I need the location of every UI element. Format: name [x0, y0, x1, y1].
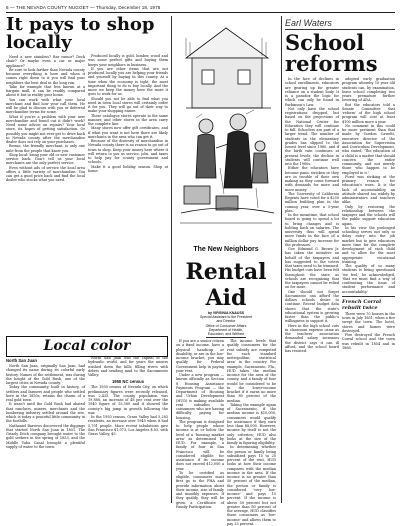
school-reforms-body-2: [342, 77, 395, 294]
paragraph: The 1950 census of Nevada City, on which preliminary figures were recently released, was 2,435. The county population was 19,888, an increase of 48 per cent over the 1940 figure of 15,589 and it showed the county's big jump in growth following the war.: [88, 385, 168, 415]
paragraph: In determining whether the person or family being subsidized pays 15 to 25 percent of the rent, HUD looks at how their income compares with the median income in the area. If the income is no greater than 50 percent of the median, the person or family is considered 'very low-income' and pays 15 percent. If the income is above 50 percent but not greater than 80 percent of the average, HUD classifies these consumers as 'low-income' and allows them to pay 25 percent.: [227, 445, 276, 526]
page-columns: [6, 14, 395, 526]
paragraph: Take for example that less known at a bargain mall, it can be readily compared about it but in reality your home.: [6, 84, 85, 98]
census-body: [88, 385, 168, 436]
paragraph: Need a new stainless? Bar rumor? Deck chair? Or maybe even a car or major appliance?: [6, 55, 85, 68]
paragraph: The quality of so many students is being questioned 'we feel,' he acknowledged, 'that we must find a way of confronting the issue of student performance and accountability.': [342, 264, 395, 294]
paragraph: Furst was striking at the primary reason for education's woes. It is the lack of accountability, an attitude shared too widely by administrators and teachers alike.: [342, 174, 395, 205]
rental-aid-columns: [176, 339, 276, 526]
column-divider: [281, 16, 282, 503]
paragraph: The income levels that qualify consumers for the rent subsidy are computed for each 'standard metropolitan statistical area' in the country. For example, Sacramento, Fla., HUD takes the median income for the area of the county, and a family of four would be considered to be in the lower-income bracket if it earns no more than 80 percent of the median.: [227, 339, 276, 403]
paragraph: Only by restoring the relationship between the taxpayer and the schools will the public support education again.: [342, 204, 395, 226]
paragraph: The University of California Regents have voted for a $250 million building plan in the coming year, over a 5-year plan.: [285, 191, 339, 213]
paragraph: One should not forget Sacramento can afford the dollars schools desire to continue. Recent budget data shows that the state's educational system is growing faster than the public's willingness to support it.: [285, 289, 339, 324]
paragraph: Even without ads of service the local area offers a little variety of merchandise. You can get a good price back and find the local dealer who stocks what you need.: [6, 165, 85, 183]
paragraph: Bernie, the friendly merchant, is only one mile from the people that know you.: [6, 144, 85, 153]
local-color-body-2: [88, 356, 168, 377]
left-article-headline: It pays to shop locally: [6, 14, 155, 53]
local-color-body-1: [6, 364, 85, 449]
paragraph: What if you're a problem with your new merchandise and found out it didn't work? Need some advice on repairs? Your local store, its hopes of getting satisfaction. Or possibly you might not ever get to drive back to Nevada county after the merchandise dealer does not rely on your purchases.: [6, 114, 85, 144]
paragraph: To be certified as eligible, consumers must first go to the FHA and provide information about their income, size of family and monthly expenses. If they qualify, they will be given a Certificate of Family Participation.: [176, 470, 224, 509]
paragraph: Fire destroyed the French Corral school and the town was rebuilt in 1854 and in 1866.: [342, 333, 395, 350]
paragraph: In his view the prolonged schooling serves not only to delay entry into the job market but to give educators more time for the complete development of each child and to allow for the most appropriate vocational training.: [342, 225, 395, 264]
paragraph: Either the educators have become panic stricken or they are in trouble of their own making as they come forward with demands for more and more money.: [285, 166, 339, 192]
byline-line: Special Assistant to the President: [200, 315, 252, 320]
paragraph: Today the community, built in history, of settlers and farmers and people who settled here in the 1850s, retains the charm of a real gold town.: [6, 385, 85, 402]
cartoon-drawing: [176, 18, 276, 246]
paragraph: There were 70 houses in the town in July 1851, when a fire swept the town. The hotel, stores and homes were destroyed.: [342, 311, 395, 333]
rental-aid-headline: Rental Aid: [185, 259, 267, 311]
paragraph: You can work with what your local merchant and find how your call them. He will be glad to discuss with you or deferred merchandise terms for some.: [6, 97, 85, 115]
paragraph: Nathaniel Barrows discovered the diggings that started North San Juan in 1851. The Grizzly Ditch company brought water to the gold seekers in the spring of 1853, and the Middle Yuba Canal brought a plentiful supply of water to the town.: [6, 423, 85, 449]
school-reforms-columns: [285, 77, 395, 517]
left-article-body-1: [6, 55, 85, 183]
byline-rule: [206, 337, 246, 338]
new-neighbors-illustration: [176, 18, 276, 246]
paragraph: Be sure to look farther than Nevada county because everything is here and when it comes right down to it you will find your neighbors the best deal in the long run.: [6, 67, 85, 85]
rental-aid-body-1: [176, 339, 224, 526]
rental-aid-body-2: [227, 339, 276, 526]
paragraph: Here in the high school cuts in classroom expense came as the teachers' association demanded salary increases the district says it can ill afford, and the school board has resisted.: [285, 323, 339, 353]
rental-aid-article: [176, 259, 276, 526]
paragraph: Many stores now offer gift certificates, and if what you want is not here there are likely merchants in the area who can get it.: [88, 126, 168, 139]
paragraph: Make it a good holiday season. Shop at home.: [88, 164, 168, 173]
left-column-2: [88, 54, 168, 341]
local-color-column-1: [6, 356, 85, 503]
paragraph: In the face of declines in school enrollments, educators are gearing up for greater reliance on a student body. It is a paradox the logic for which can only be found in Parkinson's Law.: [285, 77, 339, 107]
paragraph: It wasn't until the Gold Rush had abated that ranchers, miners, merchants and the lumbering industry settled around the site, which is today a peaceful little community in the foothills.: [6, 402, 85, 424]
illustration-caption: The New Neighbors: [193, 246, 259, 253]
french-corral-body: [342, 312, 395, 350]
paragraph: The program is designed to help people whose income is at or below the level of a 'housing market area' as determined by HUD. For example, a family of four in San Francisco will be considered eligible for assistance if its income does not exceed $12,000 a year.: [176, 419, 224, 471]
paragraph: Should you not be able to find what you need in town local stores will certainly order it for you. They will go out of their way to make your shopping easier.: [88, 96, 168, 114]
byline-author: by VIRGINIA KNAUSS: [207, 311, 245, 315]
paragraph: But the educators told a Senate Committee that 'reform' of the high school program will cost at least $100 million more a year.: [342, 102, 395, 124]
byline-line: Office of Consumer Affairs: [205, 323, 247, 328]
rental-aid-byline: [176, 311, 276, 336]
paragraph: In the meantime, that school board is going to spend a lot to bring changes and is holding back on salaries. The university thus will spend more funds in the face of a million dollar pay increase for the professors.: [285, 213, 339, 247]
paragraph: Gov. Edmund G. Brown Jr. has taken the initiative on behalf of the taxpayers and has suggested to the voters that taxes need to be trimmed. His budget cuts have been felt throughout the state as schools are recognizing that the taxpayers cannot be relied on for more.: [285, 247, 339, 290]
paragraph: No comment in this could be more pertinent than that made by Gordon Cawelti, executive director of the Association for Supervision and Curriculum Development, who stated, 'The education of a child is a matter that should concern the entire community, and not merely those who happen to be employed in it.': [342, 123, 395, 175]
column-divider: [171, 16, 172, 503]
school-reforms-article: [285, 16, 395, 503]
french-corral-subhead: French Corral rebuilt twice: [342, 298, 382, 311]
left-article-body-2: [88, 54, 168, 173]
byline-line: Education, and Welfare: [207, 332, 245, 337]
census-subhead: 1950 NC census: [111, 379, 145, 385]
paragraph: In the 1950 census, Grass Valley had 5,283 residents, an increase over 1940 when it had 5,701 people. More recent tabulations give San Francisco $1,073, Los Angeles $.03, with Grass Valley, $5.: [88, 415, 168, 436]
page-folio: 6 — THE NEVADA COUNTY NUGGET — Thursday, December 18, 1975: [6, 5, 161, 10]
byline-line: and Director: [216, 319, 236, 324]
paragraph: Shop local: bring your old or new customer service back. Don't tell us your local merchants are the only perfect service.: [6, 152, 85, 166]
north-san-juan-subhead: North San Juan: [6, 358, 37, 363]
running-header: [6, 4, 395, 13]
paragraph: Taking the example again of Sacramento, if the median income is $10,000, consumers would qualify for assistance if they earn less than $8,000. However, income by itself is not the only criterion; HUD also looks at the size of the family in figuring eligibility.: [227, 402, 276, 446]
byline-line: Department of Health,: [208, 327, 244, 332]
paragraph: Not only have the school registrations dropped, but based on the projections of the National Center for Education they will continue to fall. Schoolers are part of a larger trend. The number of students in the elementary grades has slipped to the lowest level since 1960, and if the birth rate continues at present levels, the decline in students will continue well into the 1980s.: [285, 106, 339, 166]
paragraph: North San Juan, originally San Juan, had changed its name during its colorful early history. Names of the settlement, was during the height of the Gold Rush, one of the largest cities in Nevada county.: [6, 364, 85, 385]
paragraph: North San Juan was the capital of the hydraulic world, and for years the miners washed down the hills, filling rivers with debris and sending mud to the Sacramento Valley.: [88, 356, 168, 377]
school-reforms-body-1: [285, 77, 339, 517]
paragraph: If you are a senior citizen on a fixed income, have a physical handicap or disability, or are in the low-income bracket, you may qualify for Federal Government help in paying your rent.: [176, 339, 224, 373]
paragraph: adopted early graduation program whereby 10 year old students can, by examination, leave school completing two years premature further lowering of ADA.: [342, 77, 395, 103]
paragraph: These catalogue stores operate in the same manner, and other stores in the area carry the complete line.: [88, 113, 168, 126]
school-reforms-column-2: [342, 77, 395, 517]
local-color-title: Local color: [6, 336, 168, 357]
paragraph: If you are other items that are not produced locally you are helping your friends and yourself by buying in this county. At a time when the economy is tight, the most important thing to do is buy locally. And the more we keep the money here the more it goes to work for us.: [88, 66, 168, 97]
paragraph: Produced locally is gold, lumber, wood and was some perfect gifts and buying them keeps your neighbors in business.: [88, 54, 168, 67]
section-kicker: Earl Waters: [285, 18, 332, 28]
paragraph: Under a new program — known officially as Section 8 Housing Assistance Payments Program — the Department of Housing and Urban Development (HUD) is making available rent subsidies to consumers who are having difficulty paying for housing.: [176, 373, 224, 420]
subhead-rule: [342, 296, 395, 297]
local-color-column-2: [88, 356, 168, 503]
paragraph: Because of the diversity of merchandise in Nevada county there is no reason to go out of town to shop. Keep your money here where it will return to you as service, jobs, and taxes to help pay for county government and schools.: [88, 139, 168, 165]
school-reforms-headline: School reforms: [285, 30, 378, 76]
